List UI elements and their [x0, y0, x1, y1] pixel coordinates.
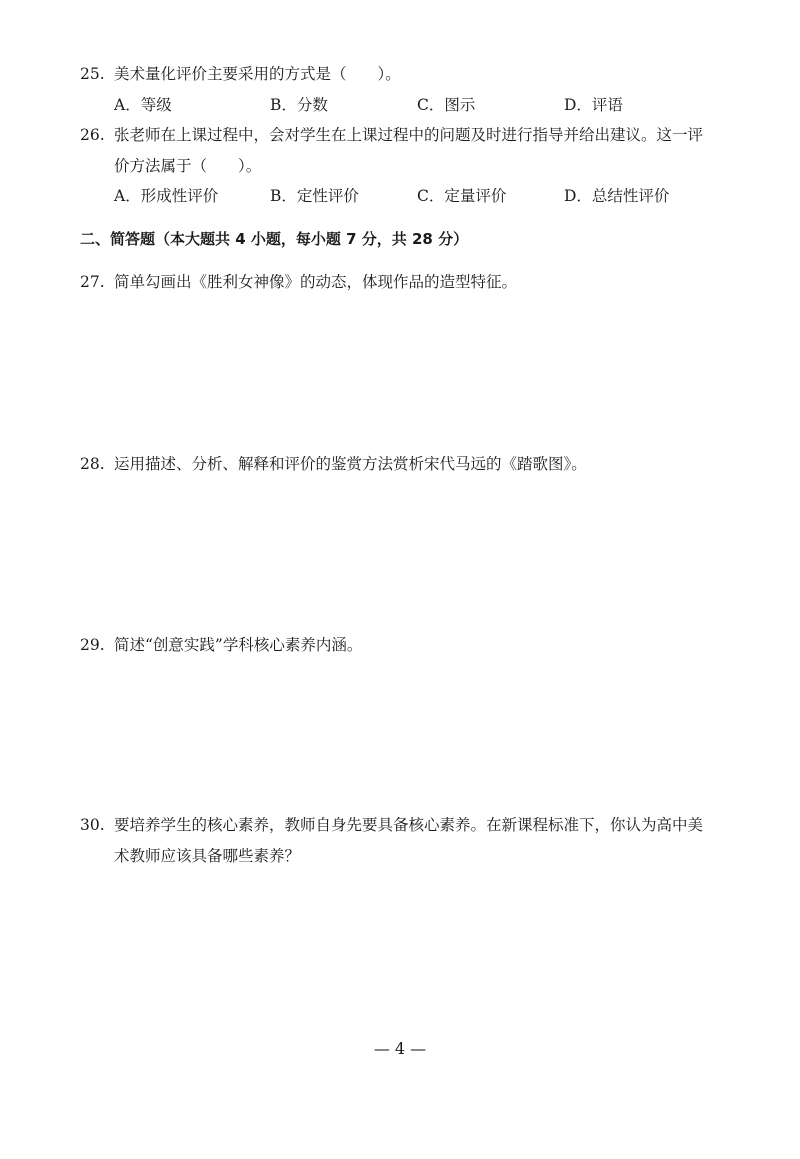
section-title: 二、简答题（本大题共 4 小题，每小题 7 分，共 28 分）: [80, 230, 469, 248]
question-number: 30.: [80, 816, 105, 834]
option-d: D．总结性评价: [564, 187, 670, 205]
question-25: [80, 64, 401, 84]
question-text-line2: 术教师应该具备哪些素养？: [114, 847, 301, 865]
option-c: C．定量评价: [417, 187, 507, 205]
question-text: 简述“创意实践”学科核心素养内涵。: [114, 636, 363, 654]
question-number: 27.: [80, 273, 105, 291]
question-number: 25.: [80, 65, 105, 83]
option-c: C．图示: [417, 96, 476, 114]
option-b: B．定性评价: [270, 187, 359, 205]
option-a: A．等级: [114, 96, 172, 114]
question-27: [80, 272, 517, 292]
question-28: [80, 454, 587, 474]
question-number: 26.: [80, 126, 105, 144]
page-number: — 4 —: [373, 1039, 427, 1058]
question-30: [80, 815, 703, 835]
question-26: [80, 125, 703, 145]
question-text-line2: 价方法属于（ ）。: [114, 157, 262, 175]
question-text: 简单勾画出《胜利女神像》的动态，体现作品的造型特征。: [114, 273, 518, 291]
question-text-line1: 要培养学生的核心素养，教师自身先要具备核心素养。在新课程标准下，你认为高中美: [114, 816, 704, 834]
option-a: A．形成性评价: [114, 187, 219, 205]
option-d: D．评语: [564, 96, 623, 114]
question-29: [80, 635, 362, 655]
question-number: 28.: [80, 455, 105, 473]
question-number: 29.: [80, 636, 105, 654]
question-text: 美术量化评价主要采用的方式是（ ）。: [114, 65, 401, 83]
question-text: 运用描述、分析、解释和评价的鉴赏方法赏析宋代马远的《踏歌图》。: [114, 455, 587, 473]
option-b: B．分数: [270, 96, 328, 114]
question-text-line1: 张老师在上课过程中，会对学生在上课过程中的问题及时进行指导并给出建议。这一评: [114, 126, 704, 144]
